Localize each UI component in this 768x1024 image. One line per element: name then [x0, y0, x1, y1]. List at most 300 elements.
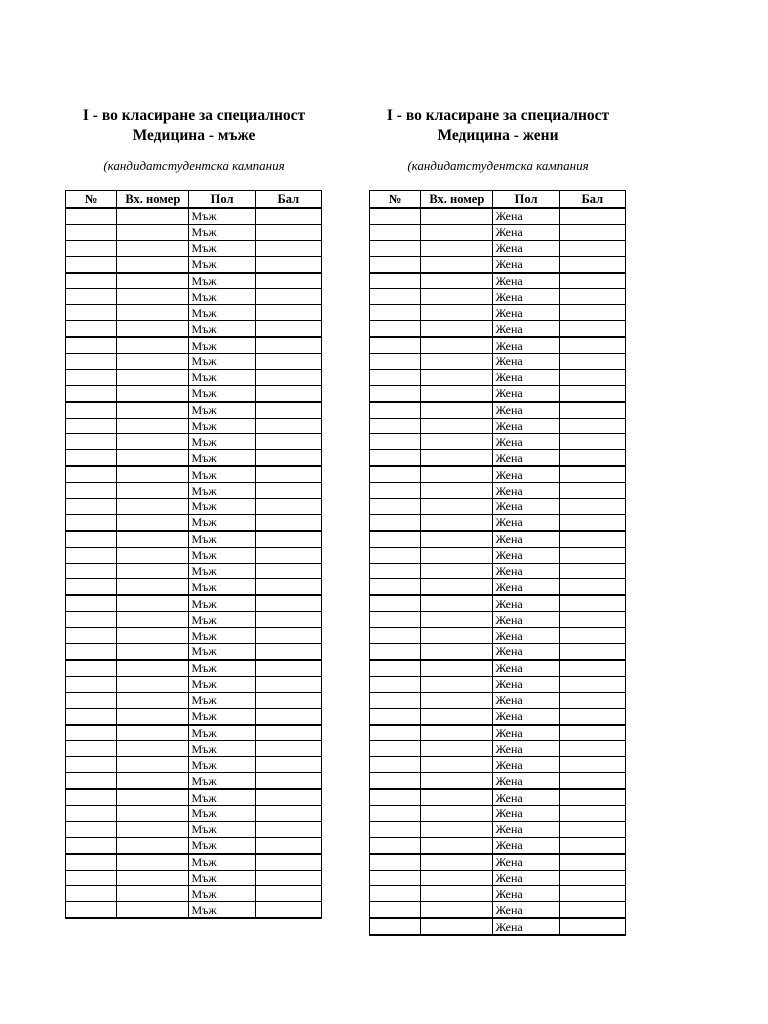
table-row — [66, 369, 322, 385]
cell-gender: Мъж — [189, 660, 255, 676]
cell-gender: Жена — [493, 692, 559, 708]
cell-score — [559, 466, 625, 482]
cell-score — [559, 805, 625, 821]
cell-score — [559, 612, 625, 628]
cell-gender: Мъж — [189, 563, 255, 579]
cell-number — [66, 676, 117, 692]
cell-score — [559, 579, 625, 595]
cell-entry-number — [421, 418, 493, 434]
cell-gender: Мъж — [189, 854, 255, 870]
cell-gender: Жена — [493, 886, 559, 902]
cell-score — [559, 660, 625, 676]
table-row — [370, 483, 626, 499]
men-title-line-2: Медицина - мъже — [132, 127, 256, 144]
cell-entry-number — [117, 499, 189, 515]
table-row — [66, 757, 322, 773]
cell-entry-number — [117, 483, 189, 499]
cell-score — [255, 821, 321, 837]
cell-number — [66, 757, 117, 773]
cell-entry-number — [117, 514, 189, 530]
cell-score — [255, 628, 321, 644]
cell-number — [66, 385, 117, 401]
cell-entry-number — [117, 354, 189, 370]
cell-number — [66, 789, 117, 805]
cell-score — [255, 369, 321, 385]
cell-entry-number — [117, 789, 189, 805]
cell-gender: Жена — [493, 514, 559, 530]
header-number: № — [66, 191, 117, 209]
women-title-line-1: I - во класиране за специалност — [386, 107, 610, 124]
cell-score — [255, 531, 321, 547]
cell-number — [370, 757, 421, 773]
table-row — [370, 224, 626, 240]
cell-score — [255, 434, 321, 450]
women-ranking-panel — [369, 106, 627, 934]
cell-number — [66, 708, 117, 724]
cell-gender: Жена — [493, 240, 559, 256]
cell-number — [370, 208, 421, 224]
cell-number — [370, 579, 421, 595]
cell-number — [370, 256, 421, 272]
cell-gender: Жена — [493, 563, 559, 579]
cell-entry-number — [117, 289, 189, 305]
cell-number — [370, 628, 421, 644]
table-row — [66, 531, 322, 547]
cell-score — [559, 725, 625, 741]
cell-number — [370, 466, 421, 482]
cell-score — [255, 757, 321, 773]
men-subtitle: (кандидатстудентска кампания — [103, 158, 285, 173]
cell-number — [370, 854, 421, 870]
cell-entry-number — [117, 531, 189, 547]
cell-number — [370, 337, 421, 353]
cell-gender: Мъж — [189, 692, 255, 708]
cell-score — [255, 676, 321, 692]
cell-number — [66, 305, 117, 321]
cell-entry-number — [117, 273, 189, 289]
cell-entry-number — [117, 854, 189, 870]
cell-entry-number — [117, 725, 189, 741]
cell-number — [370, 595, 421, 611]
cell-number — [370, 305, 421, 321]
cell-entry-number — [117, 256, 189, 272]
cell-entry-number — [421, 434, 493, 450]
cell-number — [66, 773, 117, 789]
cell-score — [255, 418, 321, 434]
table-row — [370, 741, 626, 757]
table-row — [370, 692, 626, 708]
cell-score — [559, 644, 625, 660]
cell-score — [559, 321, 625, 337]
table-row — [370, 466, 626, 482]
cell-entry-number — [421, 563, 493, 579]
cell-entry-number — [421, 757, 493, 773]
table-row — [370, 354, 626, 370]
table-row — [370, 547, 626, 563]
cell-gender: Мъж — [189, 256, 255, 272]
cell-number — [370, 692, 421, 708]
table-row — [370, 434, 626, 450]
cell-entry-number — [117, 886, 189, 902]
cell-gender: Мъж — [189, 789, 255, 805]
table-row — [66, 708, 322, 724]
cell-number — [370, 321, 421, 337]
table-row — [66, 354, 322, 370]
cell-gender: Жена — [493, 612, 559, 628]
table-row — [370, 837, 626, 853]
cell-entry-number — [421, 321, 493, 337]
cell-entry-number — [421, 224, 493, 240]
cell-number — [370, 418, 421, 434]
cell-gender: Жена — [493, 579, 559, 595]
header-entry-number: Вх. номер — [117, 191, 189, 209]
cell-entry-number — [117, 595, 189, 611]
cell-gender: Мъж — [189, 531, 255, 547]
cell-gender: Мъж — [189, 902, 255, 918]
cell-number — [66, 547, 117, 563]
cell-gender: Жена — [493, 805, 559, 821]
cell-score — [255, 870, 321, 886]
cell-score — [255, 224, 321, 240]
cell-entry-number — [117, 628, 189, 644]
table-row — [66, 273, 322, 289]
header-number: № — [370, 191, 421, 209]
cell-number — [66, 256, 117, 272]
table-row — [66, 434, 322, 450]
table-row — [66, 660, 322, 676]
cell-number — [370, 224, 421, 240]
cell-score — [559, 757, 625, 773]
cell-score — [559, 402, 625, 418]
cell-score — [559, 289, 625, 305]
cell-number — [370, 708, 421, 724]
cell-entry-number — [117, 547, 189, 563]
cell-entry-number — [117, 757, 189, 773]
cell-entry-number — [117, 224, 189, 240]
table-row — [370, 289, 626, 305]
cell-number — [66, 628, 117, 644]
cell-number — [66, 644, 117, 660]
cell-score — [559, 628, 625, 644]
cell-score — [559, 773, 625, 789]
cell-gender: Мъж — [189, 321, 255, 337]
table-row — [66, 402, 322, 418]
table-row — [370, 240, 626, 256]
cell-score — [559, 531, 625, 547]
cell-score — [559, 595, 625, 611]
cell-gender: Мъж — [189, 644, 255, 660]
cell-entry-number — [421, 741, 493, 757]
women-table-body — [370, 208, 626, 935]
cell-entry-number — [421, 514, 493, 530]
cell-gender: Мъж — [189, 240, 255, 256]
cell-score — [559, 273, 625, 289]
cell-score — [559, 918, 625, 935]
table-row — [370, 321, 626, 337]
cell-gender: Жена — [493, 369, 559, 385]
cell-number — [66, 418, 117, 434]
cell-entry-number — [421, 918, 493, 935]
cell-score — [559, 789, 625, 805]
table-row — [370, 612, 626, 628]
table-row — [66, 837, 322, 853]
cell-number — [370, 612, 421, 628]
cell-number — [370, 886, 421, 902]
table-row — [370, 273, 626, 289]
cell-gender: Жена — [493, 757, 559, 773]
cell-gender: Жена — [493, 273, 559, 289]
cell-entry-number — [421, 483, 493, 499]
cell-gender: Мъж — [189, 837, 255, 853]
cell-entry-number — [117, 660, 189, 676]
table-row — [370, 757, 626, 773]
cell-number — [370, 773, 421, 789]
cell-entry-number — [421, 369, 493, 385]
cell-number — [66, 854, 117, 870]
cell-gender: Жена — [493, 466, 559, 482]
cell-score — [559, 354, 625, 370]
cell-gender: Мъж — [189, 757, 255, 773]
cell-gender: Мъж — [189, 369, 255, 385]
cell-entry-number — [421, 902, 493, 918]
cell-number — [370, 354, 421, 370]
cell-entry-number — [117, 305, 189, 321]
table-row — [370, 579, 626, 595]
table-row — [66, 805, 322, 821]
cell-entry-number — [421, 305, 493, 321]
cell-score — [255, 402, 321, 418]
cell-number — [66, 660, 117, 676]
cell-score — [559, 450, 625, 466]
header-score: Бал — [559, 191, 625, 209]
cell-score — [255, 208, 321, 224]
table-row — [66, 821, 322, 837]
cell-number — [66, 483, 117, 499]
cell-score — [559, 837, 625, 853]
cell-gender: Жена — [493, 256, 559, 272]
cell-entry-number — [421, 644, 493, 660]
table-row — [370, 886, 626, 902]
table-row — [370, 918, 626, 935]
cell-number — [370, 805, 421, 821]
table-row — [370, 337, 626, 353]
cell-gender: Мъж — [189, 676, 255, 692]
cell-score — [255, 902, 321, 918]
table-row — [66, 676, 322, 692]
cell-entry-number — [421, 208, 493, 224]
cell-score — [255, 595, 321, 611]
cell-score — [255, 789, 321, 805]
cell-gender: Мъж — [189, 805, 255, 821]
cell-number — [370, 434, 421, 450]
cell-score — [255, 644, 321, 660]
cell-score — [559, 902, 625, 918]
cell-score — [255, 692, 321, 708]
cell-score — [255, 886, 321, 902]
cell-gender: Жена — [493, 434, 559, 450]
cell-score — [559, 870, 625, 886]
cell-entry-number — [421, 531, 493, 547]
cell-number — [66, 531, 117, 547]
cell-number — [66, 466, 117, 482]
table-row — [66, 289, 322, 305]
cell-number — [370, 450, 421, 466]
table-row — [66, 224, 322, 240]
cell-number — [66, 741, 117, 757]
cell-gender: Мъж — [189, 354, 255, 370]
cell-score — [559, 886, 625, 902]
table-row — [370, 450, 626, 466]
cell-entry-number — [421, 660, 493, 676]
cell-number — [370, 837, 421, 853]
cell-score — [255, 708, 321, 724]
cell-score — [255, 385, 321, 401]
cell-score — [559, 434, 625, 450]
cell-entry-number — [421, 692, 493, 708]
women-ranking-table — [369, 190, 626, 936]
cell-gender: Мъж — [189, 870, 255, 886]
cell-gender: Мъж — [189, 402, 255, 418]
cell-number — [66, 434, 117, 450]
header-score: Бал — [255, 191, 321, 209]
cell-entry-number — [421, 547, 493, 563]
table-row — [66, 773, 322, 789]
cell-gender: Мъж — [189, 579, 255, 595]
cell-score — [559, 385, 625, 401]
table-row — [66, 741, 322, 757]
cell-score — [255, 499, 321, 515]
cell-gender: Жена — [493, 402, 559, 418]
cell-score — [559, 708, 625, 724]
table-row — [370, 708, 626, 724]
table-row — [370, 369, 626, 385]
women-table-header-row — [370, 191, 626, 209]
cell-score — [559, 256, 625, 272]
cell-number — [66, 725, 117, 741]
cell-score — [255, 450, 321, 466]
cell-entry-number — [421, 854, 493, 870]
cell-entry-number — [117, 418, 189, 434]
table-row — [66, 305, 322, 321]
table-row — [370, 531, 626, 547]
table-row — [66, 886, 322, 902]
cell-gender: Мъж — [189, 466, 255, 482]
cell-score — [559, 369, 625, 385]
cell-entry-number — [117, 708, 189, 724]
cell-gender: Мъж — [189, 886, 255, 902]
cell-entry-number — [117, 821, 189, 837]
women-title-line-2: Медицина - жени — [437, 127, 559, 144]
cell-score — [255, 547, 321, 563]
cell-gender: Мъж — [189, 499, 255, 515]
cell-gender: Мъж — [189, 385, 255, 401]
cell-entry-number — [117, 741, 189, 757]
cell-gender: Мъж — [189, 708, 255, 724]
men-title-line-1: I - во класиране за специалност — [82, 107, 306, 124]
cell-number — [66, 514, 117, 530]
cell-entry-number — [117, 402, 189, 418]
cell-gender: Мъж — [189, 741, 255, 757]
cell-entry-number — [421, 595, 493, 611]
cell-entry-number — [117, 240, 189, 256]
cell-gender: Мъж — [189, 547, 255, 563]
cell-number — [370, 563, 421, 579]
cell-number — [370, 644, 421, 660]
cell-entry-number — [117, 644, 189, 660]
cell-entry-number — [421, 499, 493, 515]
cell-gender: Жена — [493, 354, 559, 370]
cell-entry-number — [421, 612, 493, 628]
cell-number — [66, 224, 117, 240]
header-entry-number: Вх. номер — [421, 191, 493, 209]
cell-number — [370, 918, 421, 935]
table-row — [370, 902, 626, 918]
table-row — [66, 450, 322, 466]
cell-score — [559, 305, 625, 321]
table-row — [66, 789, 322, 805]
cell-gender: Мъж — [189, 208, 255, 224]
cell-gender: Мъж — [189, 289, 255, 305]
men-table-body — [66, 208, 322, 918]
cell-gender: Жена — [493, 418, 559, 434]
cell-entry-number — [117, 773, 189, 789]
cell-gender: Жена — [493, 547, 559, 563]
cell-entry-number — [117, 369, 189, 385]
cell-number — [370, 870, 421, 886]
cell-number — [370, 273, 421, 289]
cell-score — [255, 579, 321, 595]
cell-entry-number — [421, 273, 493, 289]
cell-gender: Жена — [493, 660, 559, 676]
table-row — [66, 514, 322, 530]
table-row — [370, 660, 626, 676]
cell-entry-number — [421, 579, 493, 595]
table-row — [370, 402, 626, 418]
cell-score — [255, 854, 321, 870]
cell-entry-number — [421, 676, 493, 692]
cell-entry-number — [117, 805, 189, 821]
cell-number — [66, 273, 117, 289]
table-row — [66, 725, 322, 741]
table-row — [66, 256, 322, 272]
cell-gender: Жена — [493, 741, 559, 757]
table-row — [370, 418, 626, 434]
cell-gender: Жена — [493, 725, 559, 741]
table-row — [66, 385, 322, 401]
table-row — [370, 821, 626, 837]
cell-score — [559, 821, 625, 837]
cell-score — [559, 337, 625, 353]
table-row — [370, 773, 626, 789]
cell-gender: Мъж — [189, 337, 255, 353]
cell-gender: Мъж — [189, 514, 255, 530]
cell-entry-number — [421, 450, 493, 466]
table-row — [370, 628, 626, 644]
table-row — [370, 644, 626, 660]
table-row — [370, 870, 626, 886]
cell-score — [255, 805, 321, 821]
cell-score — [255, 563, 321, 579]
women-subtitle: (кандидатстудентска кампания — [407, 158, 589, 173]
cell-entry-number — [117, 563, 189, 579]
cell-number — [370, 660, 421, 676]
cell-number — [66, 821, 117, 837]
cell-gender: Мъж — [189, 773, 255, 789]
cell-score — [255, 483, 321, 499]
cell-entry-number — [421, 289, 493, 305]
cell-entry-number — [117, 612, 189, 628]
cell-number — [370, 789, 421, 805]
